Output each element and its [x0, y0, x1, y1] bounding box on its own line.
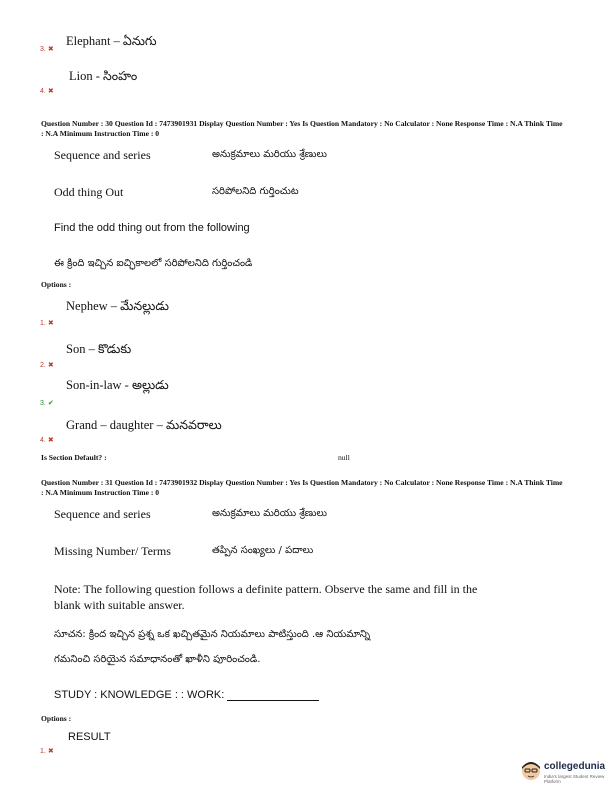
option-row — [40, 429, 54, 447]
question-text-telugu: ఈ క్రింది ఇచ్చిన ఐచ్ఛికాలలో సరిపోలనిది గుర్తించండి — [54, 258, 253, 269]
option-row — [40, 312, 54, 330]
option-row — [40, 80, 54, 98]
option-text: Son-in-law - అల్లుడు — [66, 378, 169, 392]
wrong-mark-icon: ✖ — [47, 320, 54, 327]
note-english: Note: The following question follows a definite pattern. Observe the same and fill in the blank with suitable answer. — [54, 582, 478, 612]
option-number: 1. — [40, 320, 46, 327]
option-text: RESULT — [68, 731, 111, 743]
question-text-english: Find the odd thing out from the following — [54, 222, 250, 234]
wrong-mark-icon: ✖ — [47, 362, 54, 369]
topic-english: Sequence and series — [54, 507, 151, 521]
option-text: Elephant – ఏనుగు — [66, 34, 157, 48]
option-row — [40, 392, 54, 410]
topic-english: Sequence and series — [54, 148, 151, 162]
wrong-mark-icon: ✖ — [47, 748, 54, 755]
section-default-label: Is Section Default? : — [41, 453, 107, 462]
section-default-value: null — [338, 453, 350, 462]
option-number: 3. — [40, 46, 46, 53]
collegedunia-logo — [520, 757, 612, 787]
option-text: Nephew – మేనల్లుడు — [66, 299, 169, 313]
study-analogy-line — [54, 689, 319, 701]
option-row — [40, 38, 54, 56]
topic-telugu: అనుక్రమాలు మరియు శ్రేణులు — [212, 508, 327, 519]
subtopic-telugu: తప్పిన సంఖ్యలు / పదాలు — [212, 545, 314, 556]
option-text: Son – కొడుకు — [66, 342, 132, 356]
question-meta: Question Number : 30 Question Id : 7473901931 Display Question Number : Yes Is Question Mandatory : No Calculator : None Response Time : N.A Think Time : N.A Minimum Instruction Time : 0 — [41, 119, 563, 138]
options-label: Options : — [41, 714, 72, 723]
note-telugu-line1: సూచన: క్రింద ఇచ్చిన ప్రశ్న ఒక ఖచ్చితమైన నియమాలు పాటిస్తుంది .ఆ నియమాన్ని — [54, 629, 371, 640]
analogy-text: STUDY : KNOWLEDGE : : WORK: — [54, 689, 225, 701]
option-number: 2. — [40, 362, 46, 369]
topic-telugu: అనుక్రమాలు మరియు శ్రేణులు — [212, 149, 327, 160]
wrong-mark-icon: ✖ — [47, 437, 54, 444]
answer-blank — [227, 689, 319, 701]
option-text: Lion - సింహం — [69, 69, 138, 83]
student-avatar-icon — [520, 759, 542, 783]
wrong-mark-icon: ✖ — [47, 88, 54, 95]
option-number: 4. — [40, 88, 46, 95]
option-text: Grand – daughter – మనవరాలు — [66, 418, 222, 432]
logo-name: collegedunia — [544, 761, 606, 772]
options-label: Options : — [41, 280, 72, 289]
subtopic-english: Odd thing Out — [54, 185, 124, 199]
option-row — [40, 354, 54, 372]
option-number: 1. — [40, 748, 46, 755]
note-telugu-line2: గమనించి సరియైన సమాధానంతో ఖాళీని పూరించండి. — [54, 654, 261, 665]
question-meta: Question Number : 31 Question Id : 7473901932 Display Question Number : Yes Is Question Mandatory : No Calculator : None Response Time : N.A Think Time : N.A Minimum Instruction Time : 0 — [41, 478, 563, 497]
subtopic-telugu: సరిపోలనిది గుర్తించుట — [212, 186, 299, 197]
logo-tagline: India's largest Student Review Platform — [544, 774, 605, 784]
option-number: 4. — [40, 437, 46, 444]
subtopic-english: Missing Number/ Terms — [54, 544, 171, 558]
correct-check-icon: ✔ — [47, 400, 54, 407]
option-row — [40, 740, 54, 758]
wrong-mark-icon: ✖ — [47, 46, 54, 53]
option-number: 3. — [40, 400, 46, 407]
